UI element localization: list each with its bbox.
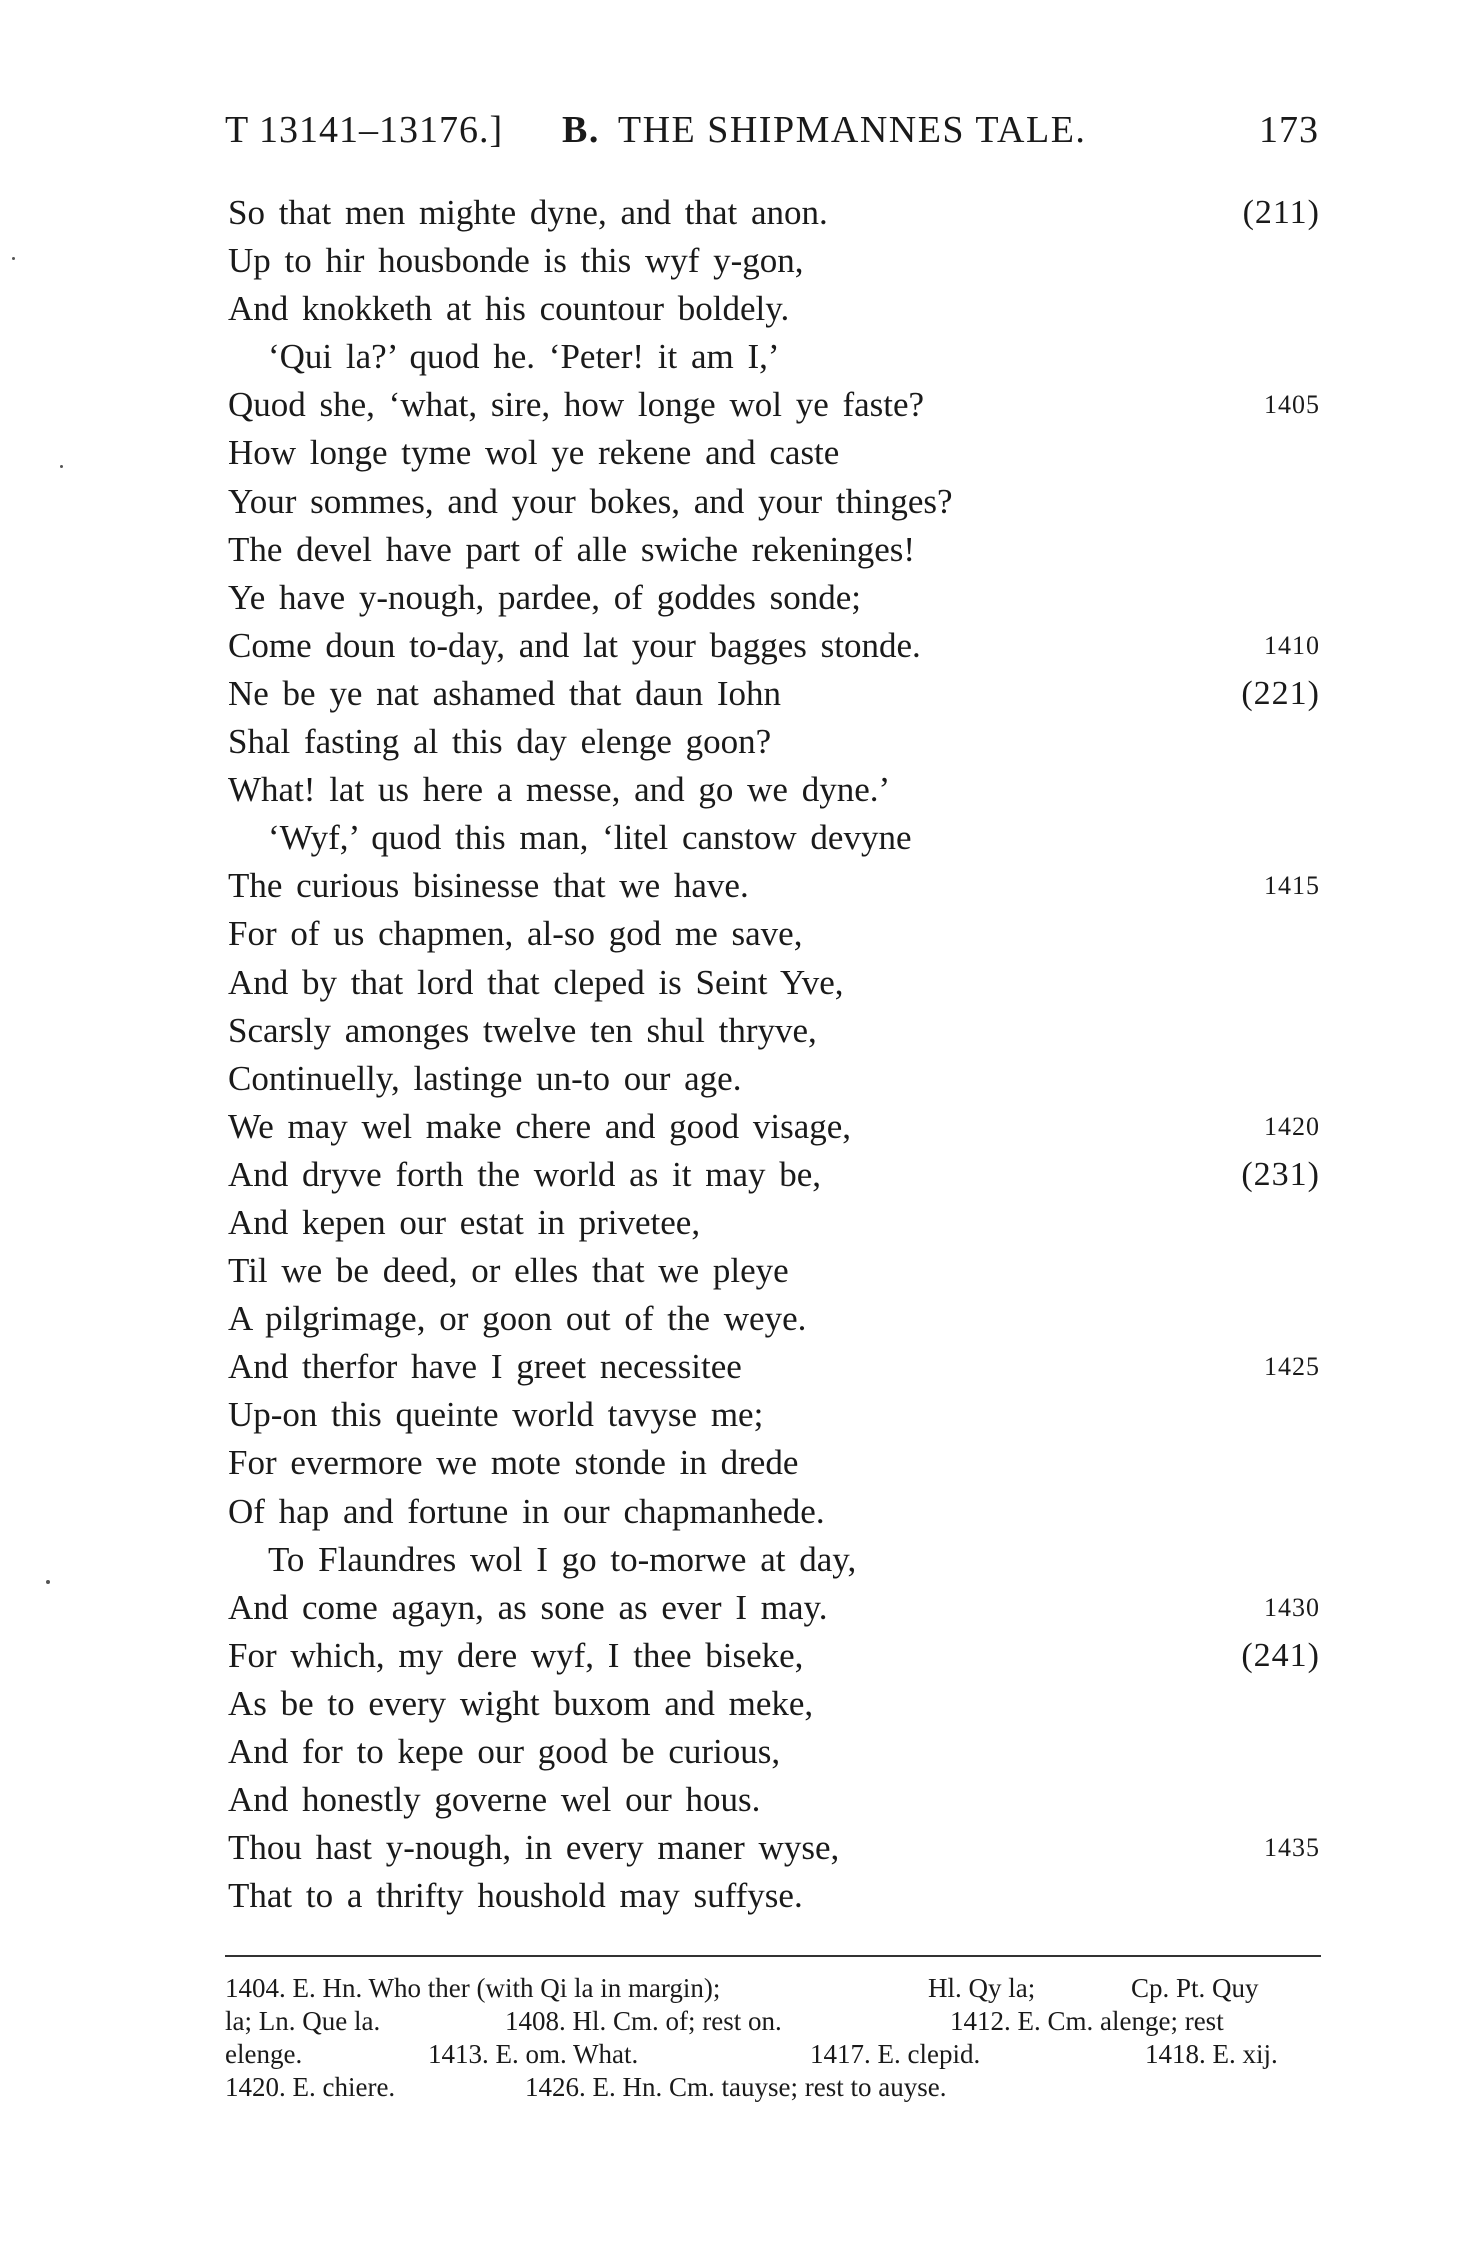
verse-line (228, 1151, 1320, 1199)
footnote-text: 1408. Hl. Cm. of; rest on. (505, 2006, 782, 2036)
verse-line-text: Thou hast y-nough, in every maner wyse, (228, 1828, 840, 1868)
verse-line (228, 622, 1320, 670)
verse-line (228, 1343, 1320, 1391)
footnotes (225, 1972, 1321, 2104)
verse-line-text: What! lat us here a messe, and go we dyne.’ (228, 770, 891, 810)
line-number: 1435 (1264, 1833, 1320, 1863)
footnote-line (225, 2005, 1321, 2038)
verse-line (228, 1776, 1320, 1824)
original-line-number: (241) (1241, 1636, 1320, 1674)
verse-line (228, 1584, 1320, 1632)
verse-line-text: ‘Wyf,’ quod this man, ‘litel canstow devyne (268, 818, 912, 858)
verse-line-text: How longe tyme wol ye rekene and caste (228, 433, 840, 473)
verse-line (228, 1632, 1320, 1680)
verse-line (228, 1872, 1320, 1920)
verse-line (228, 1391, 1320, 1439)
footnote-text: Hl. Qy la; (928, 1973, 1036, 2003)
footnote-text: 1417. E. clepid. (810, 2039, 981, 2069)
line-number: 1405 (1264, 390, 1320, 420)
verse-line (228, 670, 1320, 718)
verse-line (228, 1199, 1320, 1247)
verse-line (228, 1295, 1320, 1343)
page-number: 173 (1259, 109, 1319, 151)
verse-line-text: Scarsly amonges twelve ten shul thryve, (228, 1010, 817, 1050)
verse-line (228, 1536, 1320, 1584)
verse-line-text: Up to hir housbonde is this wyf y-gon, (228, 241, 804, 281)
page-speck (46, 1580, 50, 1584)
verse-line (228, 766, 1320, 814)
verse-line (228, 189, 1320, 237)
footnote-text: la; Ln. Que la. (225, 2006, 381, 2036)
verse-line-text: And honestly governe wel our hous. (228, 1780, 761, 1820)
footnote-line (225, 2071, 1321, 2104)
footnote-text: 1418. E. xij. (1145, 2039, 1278, 2069)
verse-line (228, 333, 1320, 381)
verse-line-text: A pilgrimage, or goon out of the weye. (228, 1299, 807, 1339)
line-number: 1410 (1264, 630, 1320, 660)
verse-line (228, 1007, 1320, 1055)
verse-line (228, 1728, 1320, 1776)
verse-line (228, 1247, 1320, 1295)
header-section: B. (562, 109, 600, 151)
verse-line-text: That to a thrifty houshold may suffyse. (228, 1876, 803, 1916)
verse-line (228, 1439, 1320, 1487)
verse-line (228, 1824, 1320, 1872)
footnote-text: 1412. E. Cm. alenge; rest (950, 2006, 1224, 2036)
verse-line (228, 478, 1320, 526)
verse-line (228, 526, 1320, 574)
verse-line-text: Til we be deed, or elles that we pleye (228, 1251, 789, 1291)
verse-line-text: Of hap and fortune in our chapmanhede. (228, 1491, 825, 1531)
original-line-number: (231) (1241, 1155, 1320, 1193)
verse-line-text: Quod she, ‘what, sire, how longe wol ye faste? (228, 385, 925, 425)
footnote-text: 1404. E. Hn. Who ther (with Qi la in margin); (225, 1973, 721, 2003)
line-number: 1415 (1264, 871, 1320, 901)
verse-line (228, 862, 1320, 910)
verse-line-text: For of us chapmen, al-so god me save, (228, 914, 803, 954)
line-number: 1425 (1264, 1352, 1320, 1382)
verse-line (228, 574, 1320, 622)
verse-line (228, 1055, 1320, 1103)
verse-line (228, 1488, 1320, 1536)
verse-line-text: Ne be ye nat ashamed that daun Iohn (228, 673, 782, 713)
verse-line-text: And kepen our estat in privetee, (228, 1202, 701, 1242)
verse-line (228, 1103, 1320, 1151)
verse-line-text: So that men mighte dyne, and that anon. (228, 193, 828, 232)
verse-line-text: Your sommes, and your bokes, and your thinges? (228, 481, 953, 521)
verse-line-text: To Flaundres wol I go to-morwe at day, (268, 1539, 857, 1579)
verse-block (228, 189, 1320, 1920)
verse-line-text: And for to kepe our good be curious, (228, 1732, 781, 1771)
verse-line-text: Come doun to-day, and lat your bagges stonde. (228, 625, 921, 665)
verse-line-text: And by that lord that cleped is Seint Yve, (228, 962, 844, 1002)
original-line-number: (221) (1241, 674, 1320, 712)
verse-line-text: As be to every wight buxom and meke, (228, 1683, 814, 1723)
verse-line-text: For which, my dere wyf, I thee biseke, (228, 1635, 804, 1675)
verse-line (228, 718, 1320, 766)
verse-line-text: The devel have part of alle swiche rekeninges! (228, 529, 916, 569)
footnote-line (225, 1972, 1321, 2005)
verse-line (228, 1680, 1320, 1728)
line-number: 1430 (1264, 1592, 1320, 1622)
verse-line-text: Up-on this queinte world tavyse me; (228, 1395, 764, 1435)
header-title-text: THE SHIPMANNES TALE. (617, 109, 1087, 151)
verse-line-text: ‘Qui la?’ quod he. ‘Peter! it am I,’ (268, 337, 780, 377)
footnote-text: 1420. E. chiere. (225, 2072, 396, 2102)
footnote-text: Cp. Pt. Quy (1131, 1973, 1259, 2003)
footnote-text: 1426. E. Hn. Cm. tauyse; rest to auyse. (525, 2072, 947, 2102)
verse-line-text: And dryve forth the world as it may be, (228, 1154, 822, 1194)
verse-line-text: And knokketh at his countour boldely. (228, 289, 790, 329)
verse-line (228, 285, 1320, 333)
page-speck (60, 465, 63, 468)
verse-line-text: We may wel make chere and good visage, (228, 1106, 852, 1146)
verse-line (228, 237, 1320, 285)
header-line-range: T 13141–13176.] (225, 109, 504, 151)
verse-line-text: Continuelly, lastinge un-to our age. (228, 1058, 742, 1098)
footnote-divider (225, 1955, 1321, 1957)
footnote-text: 1413. E. om. What. (428, 2039, 639, 2069)
verse-line (228, 814, 1320, 862)
verse-line (228, 959, 1320, 1007)
verse-line-text: And therfor have I greet necessitee (228, 1347, 742, 1387)
original-line-number: (211) (1242, 194, 1320, 231)
footnote-text: elenge. (225, 2039, 303, 2069)
verse-line-text: Ye have y-nough, pardee, of goddes sonde; (228, 577, 861, 617)
page-speck (12, 257, 15, 260)
line-number: 1420 (1264, 1111, 1320, 1141)
verse-line-text: Shal fasting al this day elenge goon? (228, 722, 772, 762)
running-header (225, 108, 1319, 158)
footnote-line (225, 2038, 1321, 2071)
verse-line-text: And come agayn, as sone as ever I may. (228, 1587, 828, 1627)
verse-line-text: For evermore we mote stonde in drede (228, 1443, 799, 1483)
verse-line-text: The curious bisinesse that we have. (228, 866, 749, 906)
verse-line (228, 429, 1320, 477)
verse-line (228, 381, 1320, 429)
header-title (562, 108, 1086, 152)
verse-line (228, 910, 1320, 958)
